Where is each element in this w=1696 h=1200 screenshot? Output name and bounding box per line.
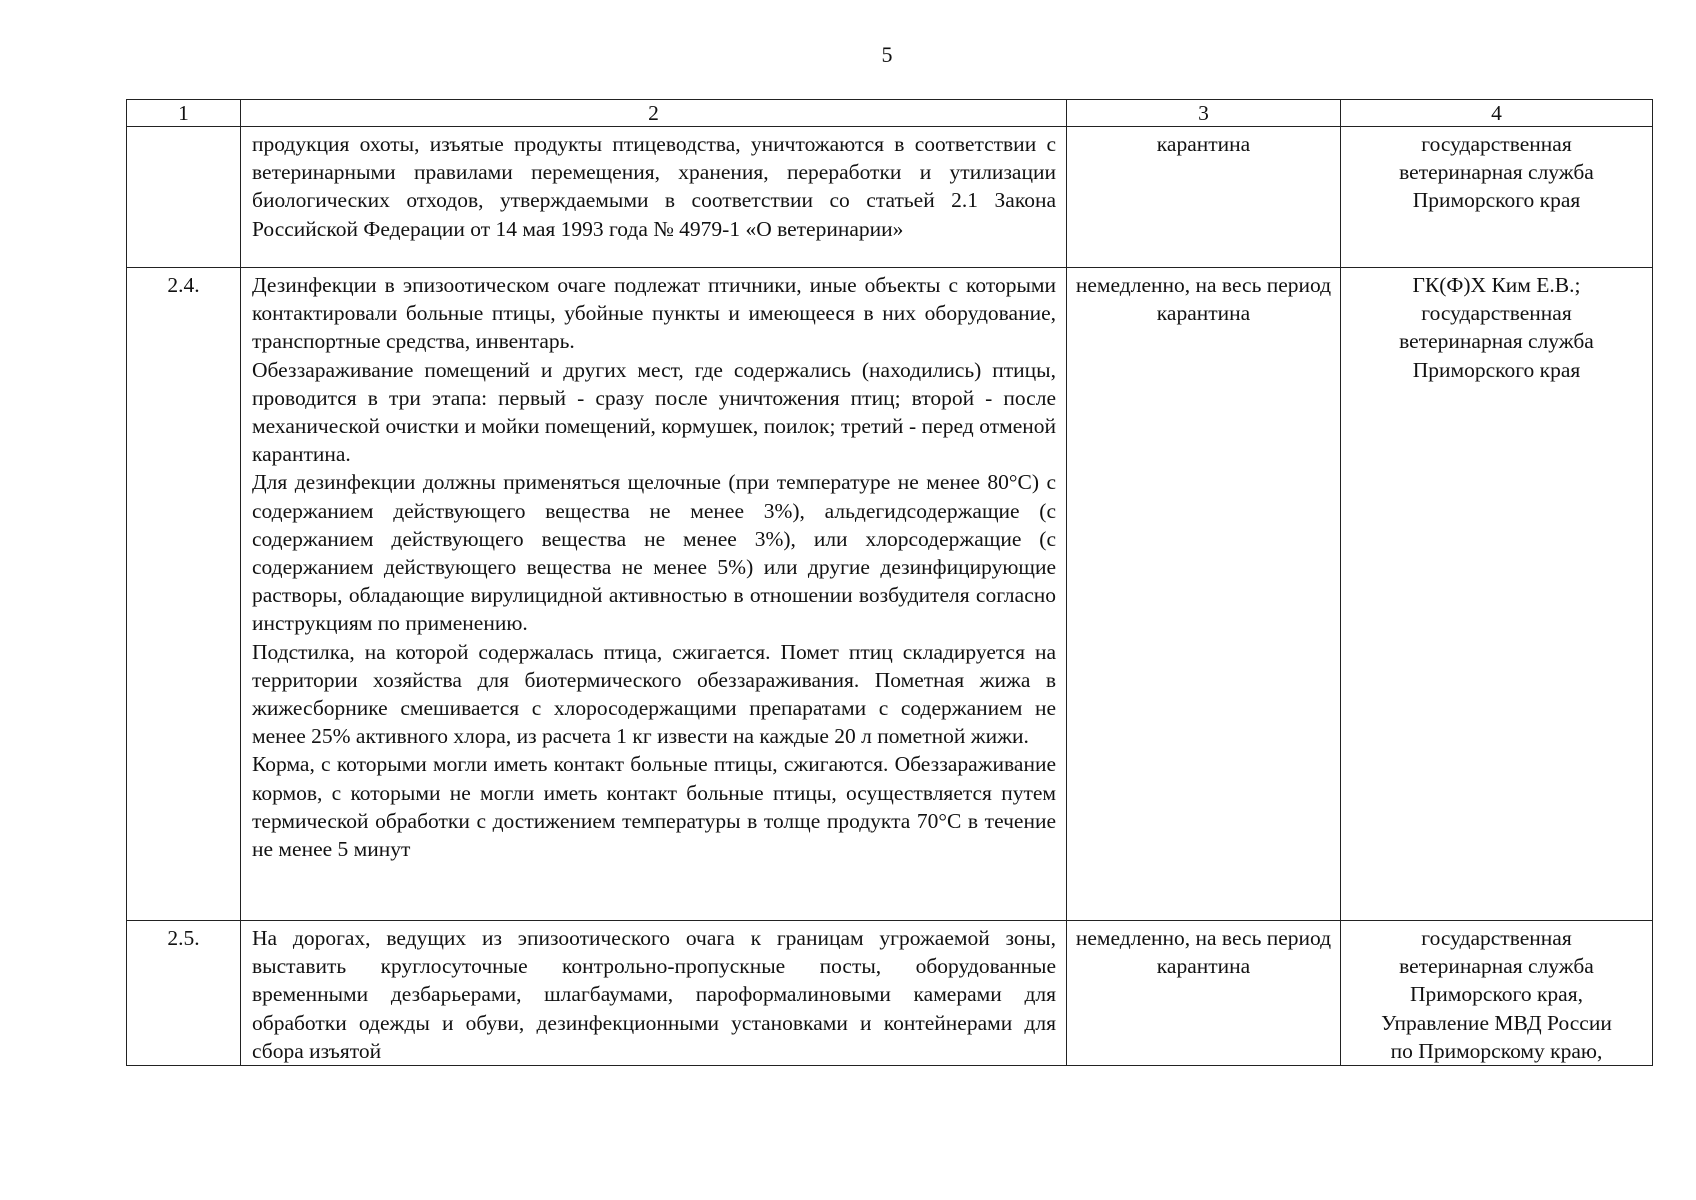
measure-paragraph: Подстилка, на которой содержалась птица, сжигается. Помет птиц складируется на территории хозяйства для биотермического обеззараживания. Пометная жижа в жижесборнике смешивается с хлоросодержащими препаратами с содержанием не менее 25% активного хлора, из расчета 1 кг извести на каждые 20 л пометной жижи.	[252, 639, 1056, 749]
row-number: 2.4.	[127, 268, 241, 921]
measure-paragraph: Корма, с которыми могли иметь контакт больные птицы, сжигаются. Обеззараживание кормов, с которыми не могли иметь контакт больные птицы, осуществляется путем термической обработки с достижением температуры в толще продукта 70°С в течение не менее 5 минут	[252, 752, 1056, 862]
responsible-line: государственная	[1421, 926, 1572, 950]
measure-paragraph: продукция охоты, изъятые продукты птицеводства, уничтожаются в соответствии с ветеринарными правилами перемещения, хранения, переработки и утилизации биологических отходов, утверждаемыми в соответствии со статьей 2.1 Закона Российской Федерации от 14 мая 1993 года № 4979-1 «О ветеринарии»	[252, 132, 1056, 241]
row-number	[127, 127, 241, 268]
responsible-line: Приморского края,	[1410, 982, 1583, 1007]
page-number: 5	[881, 42, 893, 67]
measure-term: немедленно, на весь период карантина	[1067, 921, 1341, 1066]
measures-table	[126, 99, 1653, 1066]
row-number: 2.5.	[127, 921, 241, 1066]
measure-term: карантина	[1067, 127, 1341, 268]
measure-paragraph: На дорогах, ведущих из эпизоотического очага к границам угрожаемой зоны, выставить круглосуточные контрольно-пропускные посты, оборудованные временными дезбарьерами, шлагбаумами, пароформалиновыми камерами для обработки одежды и обуви, дезинфекционными установками и контейнерами для сбора изъятой	[252, 926, 1056, 1063]
table-row	[127, 921, 1653, 1066]
responsible-line: Управление МВД России	[1381, 1010, 1612, 1035]
measure-description	[241, 921, 1067, 1066]
column-header-2: 2	[241, 100, 1067, 127]
column-header-3: 3	[1067, 100, 1341, 127]
measure-description	[241, 268, 1067, 921]
responsible-line: государственная	[1421, 132, 1572, 156]
measure-paragraph: Обеззараживание помещений и других мест, где содержались (находились) птицы, проводится в три этапа: первый - сразу после уничтожения птиц; второй - после механической очистки и мойки помещений, кормушек, поилок; третий - перед отменой карантина.	[252, 357, 1056, 467]
responsible-line: государственная	[1421, 301, 1572, 326]
responsible-line: ветеринарная служба	[1399, 329, 1594, 354]
measure-responsible	[1341, 921, 1653, 1066]
column-header-4: 4	[1341, 100, 1653, 127]
column-header-1: 1	[127, 100, 241, 127]
responsible-line: по Приморскому краю,	[1390, 1038, 1603, 1063]
table-row	[127, 268, 1653, 921]
measure-paragraph: Для дезинфекции должны применяться щелочные (при температуре не менее 80°С) с содержанием действующего вещества не менее 3%), альдегидсодержащие (с содержанием действующего вещества не менее 3%), или хлорсодержащие (с содержанием действующего вещества не менее 5%) или другие дезинфицирующие растворы, обладающие вирулицидной активностью в отношении возбудителя согласно инструкциям по применению.	[252, 470, 1056, 636]
responsible-line: Приморского края	[1412, 188, 1581, 213]
responsible-line: ветеринарная служба	[1399, 160, 1594, 185]
table-header-row	[127, 100, 1653, 127]
measure-term: немедленно, на весь период карантина	[1067, 268, 1341, 921]
responsible-line: Приморского края	[1412, 357, 1581, 382]
measure-paragraph: Дезинфекции в эпизоотическом очаге подлежат птичники, иные объекты с которыми контактировали больные птицы, убойные пункты и имеющееся в них оборудование, транспортные средства, инвентарь.	[252, 273, 1056, 354]
table-row	[127, 127, 1653, 268]
measure-description	[241, 127, 1067, 268]
measure-responsible	[1341, 127, 1653, 268]
responsible-line: ветеринарная служба	[1399, 954, 1594, 979]
measure-responsible	[1341, 268, 1653, 921]
responsible-line: ГК(Ф)Х Ким Е.В.;	[1412, 273, 1581, 297]
